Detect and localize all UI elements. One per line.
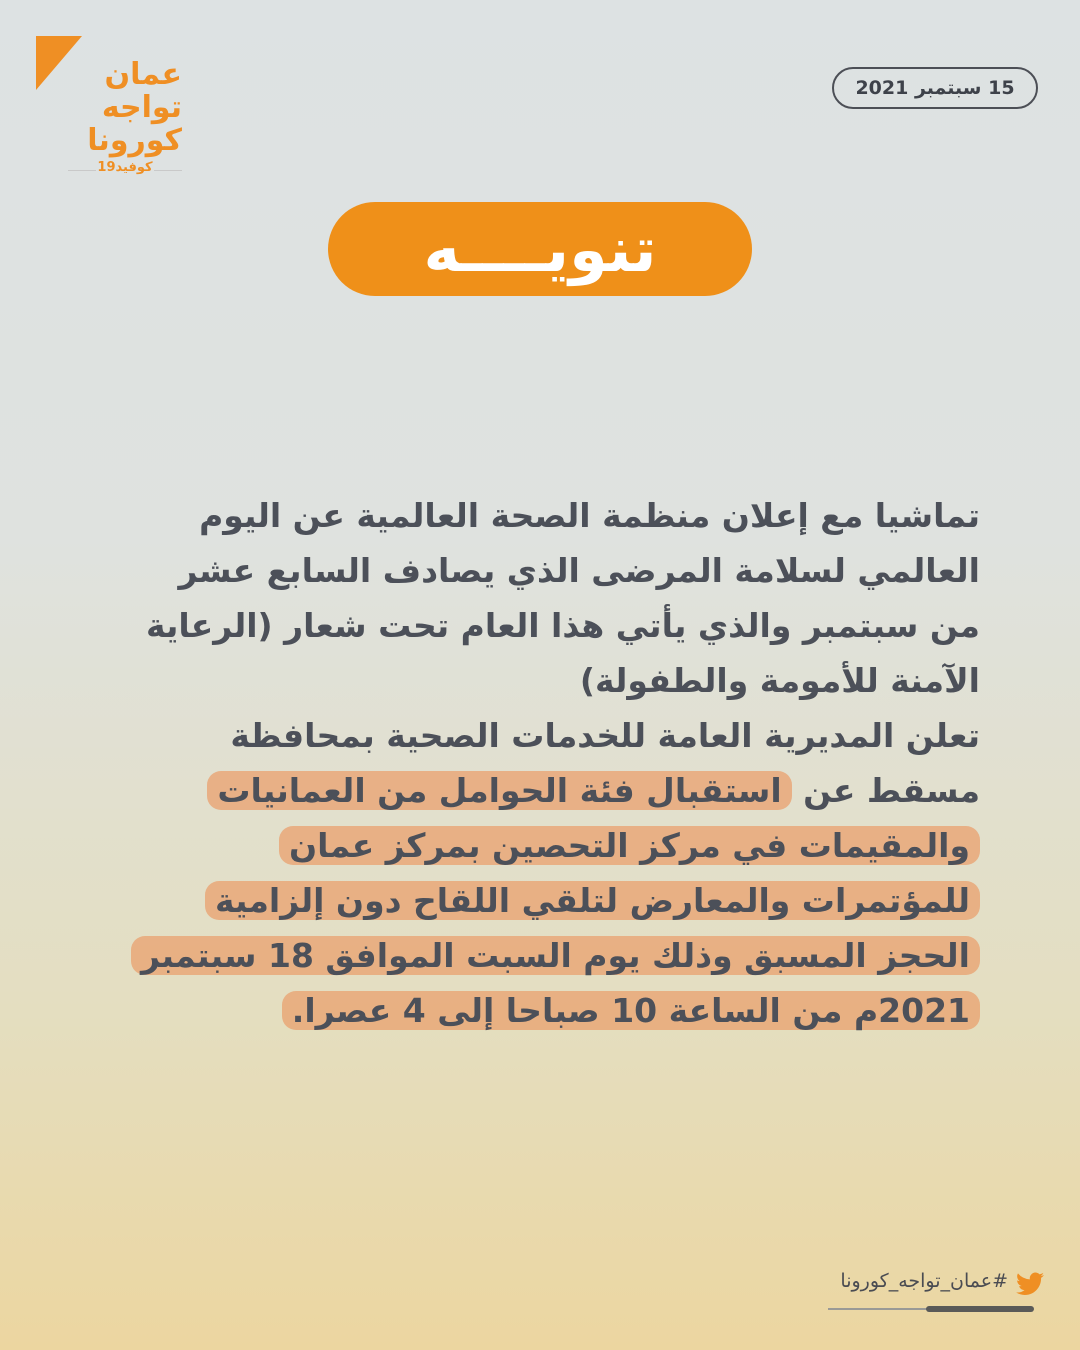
date-badge: 15 سبتمبر 2021 [832, 67, 1038, 109]
body-line-9 [100, 928, 980, 983]
hashtag-text: #عمان_تواجه_كورونا [840, 1270, 1008, 1292]
highlighted-text: استقبال فئة الحوامل من العمانيات [207, 771, 791, 810]
twitter-icon [1016, 1272, 1044, 1296]
body-line-8 [100, 873, 980, 928]
logo-line-2: تواجه [101, 90, 182, 125]
logo-triangle [36, 36, 82, 90]
body-line-7 [100, 818, 980, 873]
body-line-6 [100, 763, 980, 818]
body-line-5: تعلن المديرية العامة للخدمات الصحية بمحافظة [230, 716, 980, 755]
logo-subtitle: كوفيد19 [68, 160, 182, 175]
highlighted-text: الحجز المسبق وذلك يوم السبت الموافق 18 سبتمبر [131, 936, 980, 975]
body-line-1: تماشيا مع إعلان منظمة الصحة العالمية عن اليوم [199, 496, 980, 535]
highlighted-text: 2021م من الساعة 10 صباحا إلى 4 عصرا. [282, 991, 980, 1030]
logo-line-1: عمان [104, 57, 182, 92]
body-line-10 [100, 983, 980, 1038]
announcement-text [100, 488, 980, 1038]
campaign-logo [36, 36, 196, 186]
highlighted-text: والمقيمات في مركز التحصين بمركز عمان [279, 826, 980, 865]
footer-divider-accent [926, 1306, 1034, 1312]
highlighted-text: للمؤتمرات والمعارض لتلقي اللقاح دون إلزامية [205, 881, 980, 920]
body-line-3: من سبتمبر والذي يأتي هذا العام تحت شعار (الرعاية [145, 606, 980, 645]
body-line-2: العالمي لسلامة المرضى الذي يصادف السابع عشر [178, 551, 980, 590]
body-line-4: الآمنة للأمومة والطفولة) [579, 661, 980, 700]
page-title: تنويــــه [423, 212, 657, 286]
footer-hashtag [826, 1270, 1044, 1314]
logo-line-3: كورونا [87, 123, 182, 158]
body-line-6-plain: مسقط عن [803, 771, 980, 810]
title-banner [328, 202, 752, 296]
